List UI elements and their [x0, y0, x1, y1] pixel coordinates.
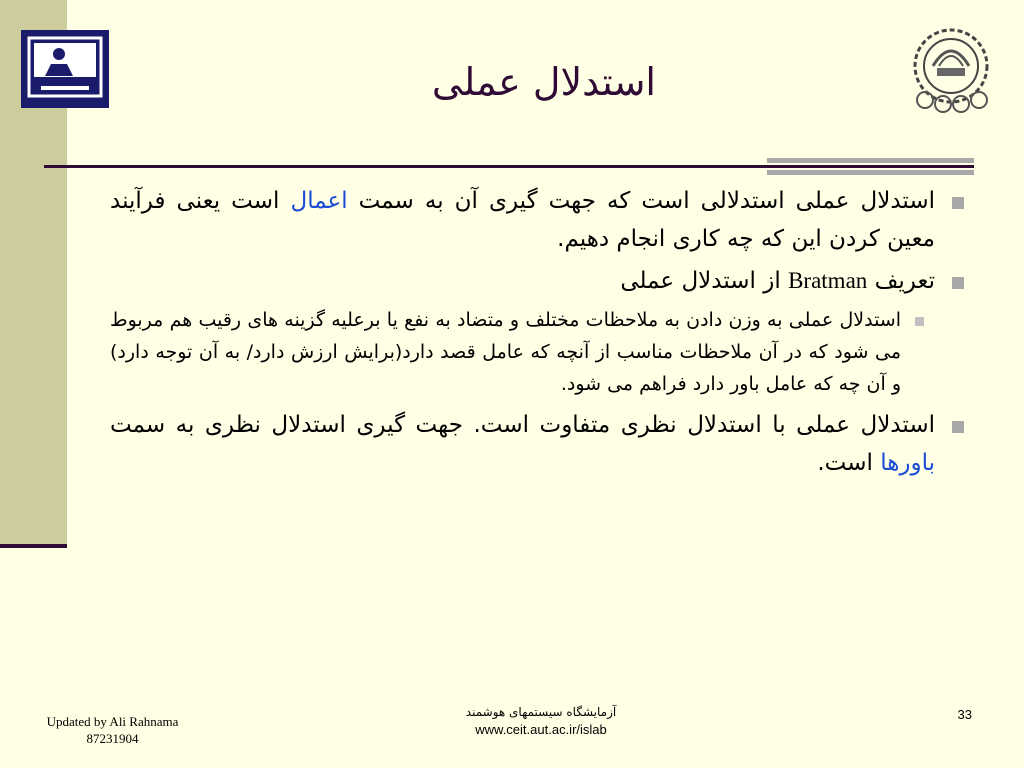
bullet-text: استدلال عملی استدلالی است که جهت گیری آن به سمت — [347, 188, 936, 214]
bullet-square-icon — [952, 197, 964, 209]
bullet-item — [110, 182, 968, 258]
bullet-item — [110, 262, 968, 300]
slide-content — [110, 182, 968, 486]
footer-lab — [441, 704, 641, 738]
author-id: 87231904 — [86, 731, 139, 746]
lab-url[interactable]: www.ceit.aut.ac.ir/islab — [475, 722, 607, 737]
page-number: 33 — [957, 707, 972, 722]
title-rule-accent-top — [767, 158, 974, 163]
bullet-square-icon — [952, 421, 964, 433]
side-bar-divider — [0, 544, 67, 548]
slide-title: استدلال عملی — [431, 60, 656, 104]
title-rule — [44, 165, 974, 168]
bratman-term: Bratman — [788, 268, 868, 293]
author-name: Updated by Ali Rahnama — [46, 714, 179, 729]
bullet-item — [110, 406, 968, 482]
sub-bullet-text: استدلال عملی به وزن دادن به ملاحظات مختلف و متضاد به نفع یا برعلیه گزینه های رقیب هم مربوط می شود که در آن ملاحظات مناسب از آنچه که عامل قصد دارد(برایش ارزش دارد/ به آن توجه دارد) و آن چه که عامل باور دارد فراهم می شود. — [110, 309, 901, 395]
bullet-text: است. — [817, 450, 881, 476]
sub-bullet-item — [110, 304, 968, 400]
lab-name: آزمایشگاه سیستمهای هوشمند — [465, 705, 617, 719]
bullet-text: تعریف — [867, 268, 935, 294]
university-emblem-icon — [903, 22, 999, 118]
bullet-text: از استدلال عملی — [620, 268, 789, 294]
bullet-text: است یعنی فرآیند معین کردن این که چه کاری انجام دهیم. — [110, 188, 935, 252]
sub-bullet-square-icon — [915, 317, 924, 326]
highlight-term: اعمال — [290, 188, 348, 214]
footer-author — [30, 713, 195, 747]
computer-person-logo-icon — [21, 30, 109, 108]
title-rule-accent-bottom — [767, 170, 974, 175]
bullet-text: استدلال عملی با استدلال نظری متفاوت است. جهت گیری استدلال نظری به سمت — [110, 412, 935, 438]
highlight-term: باورها — [880, 450, 935, 476]
bullet-square-icon — [952, 277, 964, 289]
